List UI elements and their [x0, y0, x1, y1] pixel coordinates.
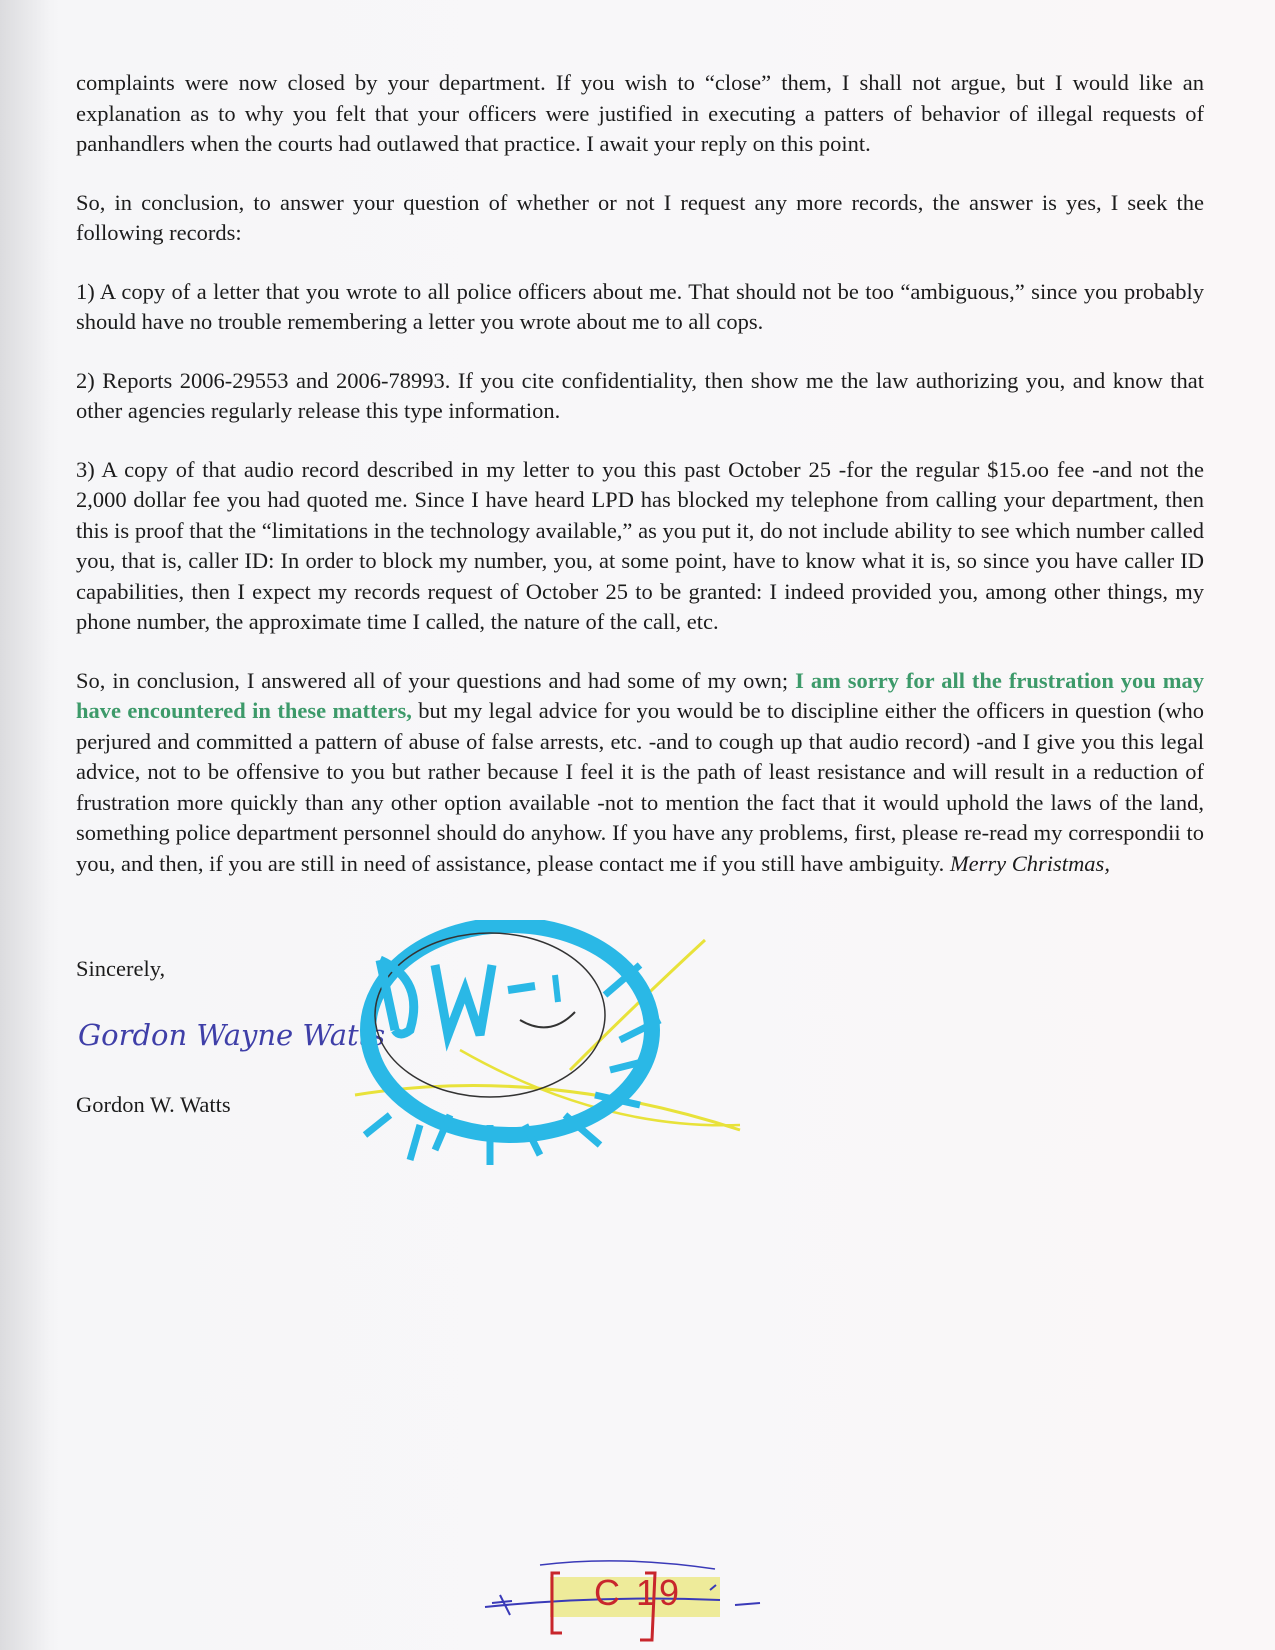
merry-christmas: Merry Christmas, [949, 850, 1110, 876]
signature-name: Gordon W. Watts [76, 1092, 231, 1117]
closing-salutation: Sincerely, [76, 956, 166, 981]
page-fold-shadow [0, 0, 60, 1650]
letter-body [76, 68, 1204, 907]
conclusion-lead: So, in conclusion, I answered all of your questions and had some of my own; [76, 667, 796, 693]
paragraph-records-intro: So, in conclusion, to answer your question of whether or not I request any more records, the answer is yes, I seek the following records: [76, 189, 1204, 245]
conclusion-rest: but my legal advice for you would be to discipline either the officers in question (who perjured and committed a pattern of abuse of false arrests, etc. -and to cough up that audio record) -and I give you this legal advice, not to be offensive to you but rather because I feel it is the path of least resistance and will result in a reduction of frustration more quickly than any other option available -not to mention the fact that it would uphold the laws of the land, something police department personnel should do anyhow. If you have any problems, first, please re-read my correspondii to you, and then, if you are still in need of assistance, please contact me if you still have ambiguity. [76, 698, 1204, 876]
paragraph-request-1: 1) A copy of a letter that you wrote to all police officers about me. That should not be too “ambiguous,” since you probably should have no trouble remembering a letter you wrote about me to all cops. [76, 278, 1204, 334]
paragraph-request-3: 3) A copy of that audio record described in my letter to you this past October 25 -for the regular $15.oo fee -and not the 2,000 dollar fee you had quoted me. Since I have heard LPD has blocked my telephone from calling your department, then this is proof that the “limitations in the technology available,” as you put it, do not include ability to see which number called you, that is, caller ID: In order to block my number, you, at some point, have to know what it is, so since you have caller ID capabilities, then I expect my records request of October 25 to be granted: I indeed provided you, among other things, my phone number, the approximate time I called, the nature of the call, etc. [76, 456, 1204, 634]
paragraph-request-2: 2) Reports 2006-29553 and 2006-78993. If you cite confidentiality, then show me the law authorizing you, and know that other agencies regularly release this type information. [76, 367, 1204, 423]
smiley-doodle-icon [340, 920, 810, 1220]
conclusion-highlight: I am sorry for all the frustration you may have encountered in these matters, [76, 667, 1204, 723]
paragraph-complaints: complaints were now closed by your department. If you wish to “close” them, I shall not argue, but I would like an explanation as to why you felt that your officers were justified in executing a patters of behavior of illegal requests of panhandlers when the courts had outlawed that practice. I await your reply on this point. [76, 70, 1204, 156]
paragraph-conclusion [76, 666, 1204, 880]
signature-script: Gordon Wayne Watts [78, 1018, 386, 1052]
page-mark-label: C 19 [593, 1572, 683, 1613]
